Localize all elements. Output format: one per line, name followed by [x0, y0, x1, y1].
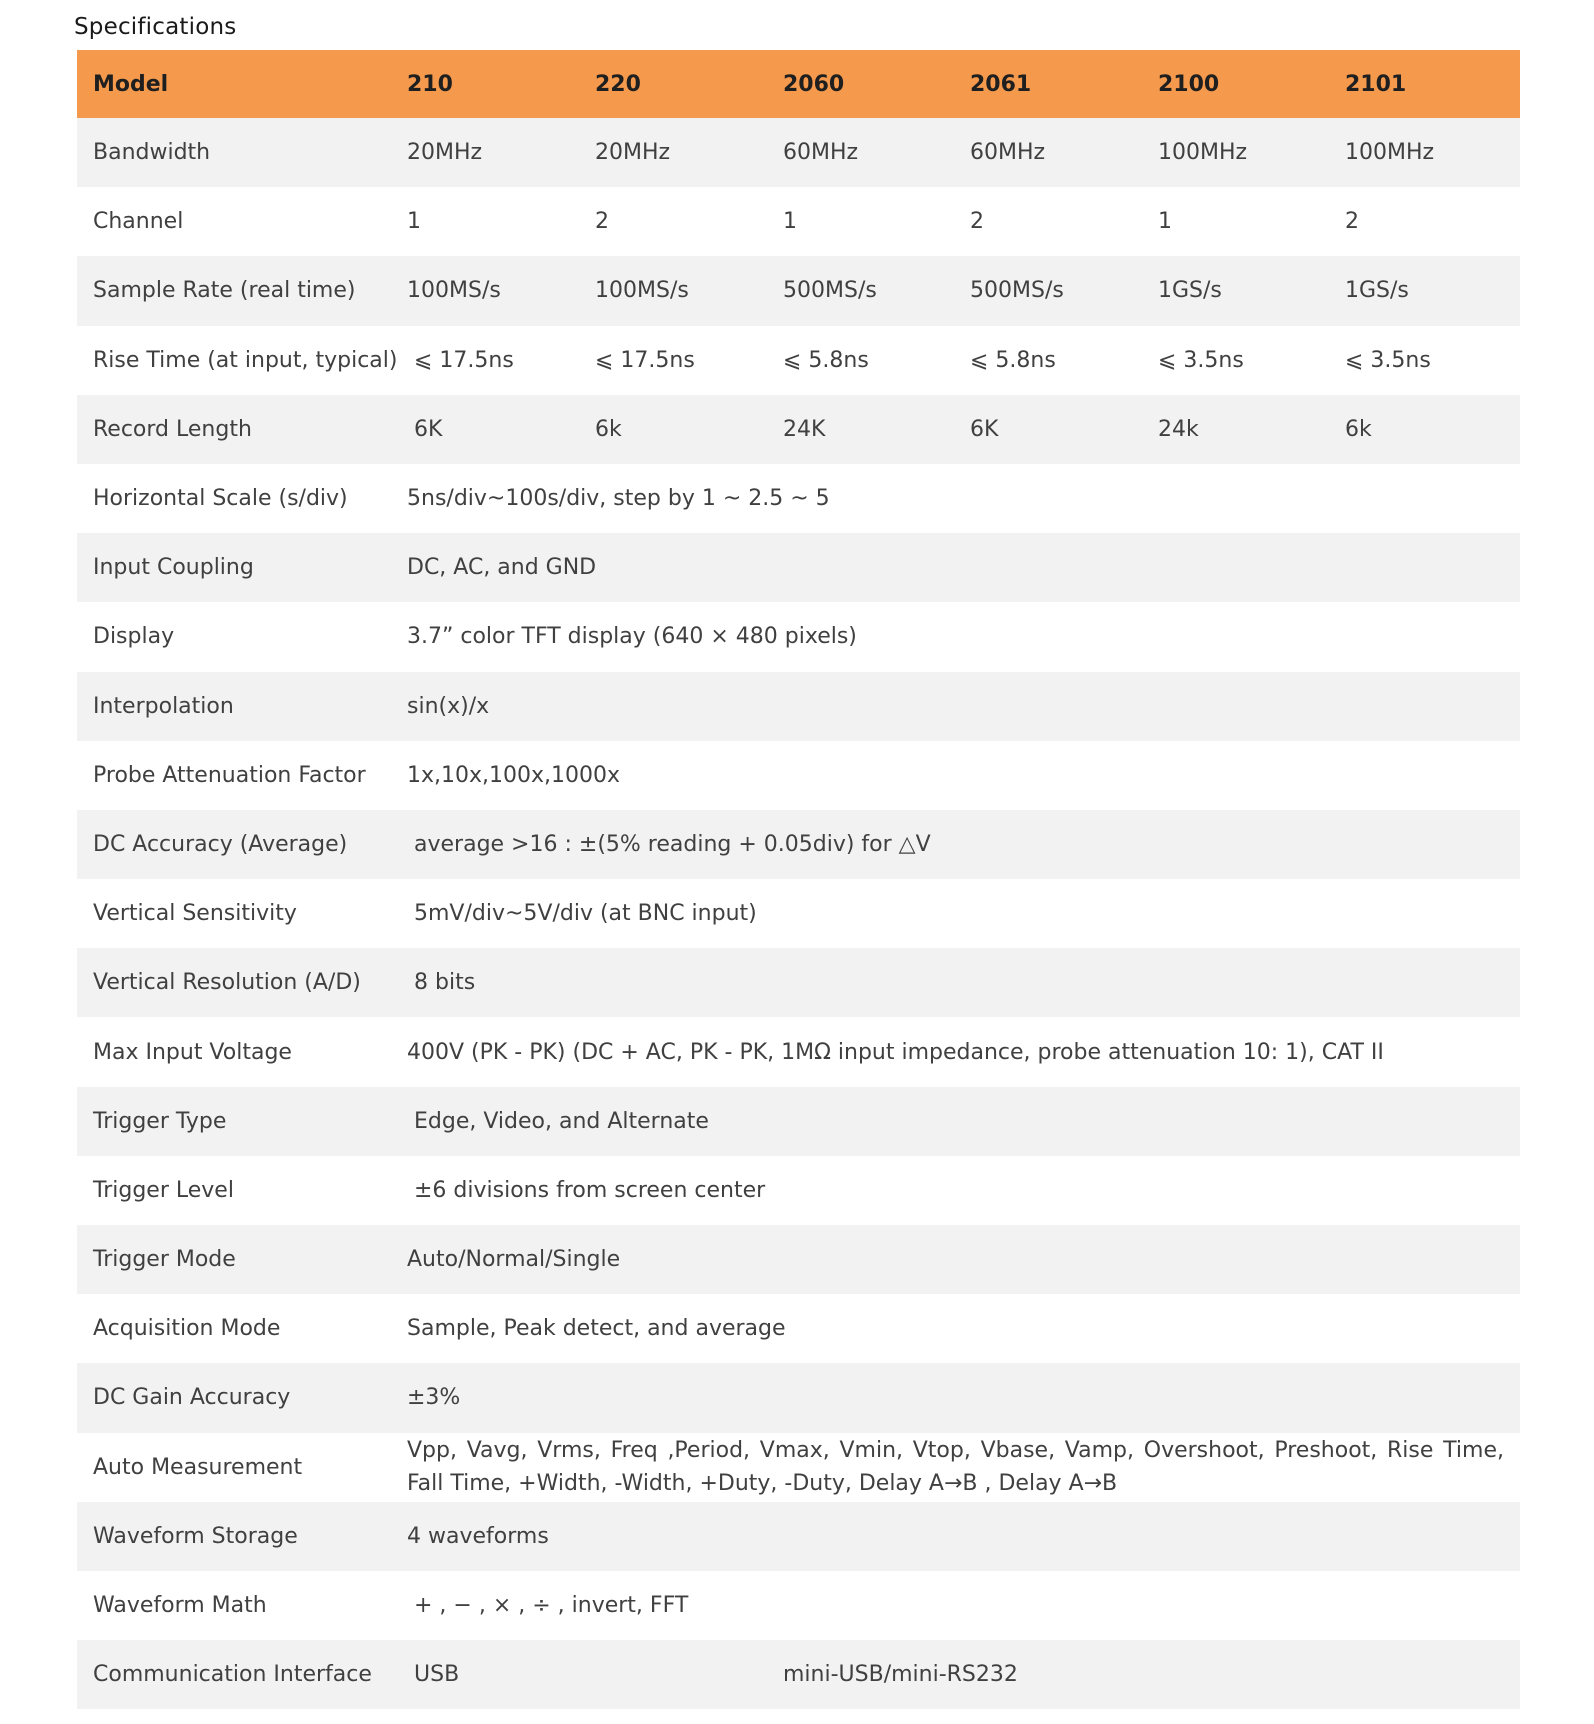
table-cell: 6K [970, 416, 999, 442]
table-cell: Edge, Video, and Alternate [414, 1108, 709, 1134]
table-cell: 5mV/div~5V/div (at BNC input) [414, 901, 757, 927]
table-cell: 8 bits [414, 970, 476, 996]
table-cell: 2 [595, 209, 609, 235]
table-cell: ±6 divisions from screen center [414, 1177, 766, 1203]
table-cell: 100MHz [1158, 140, 1248, 166]
table-cell: 6k [595, 416, 622, 442]
table-cell: 5ns/div~100s/div, step by 1 ~ 2.5 ~ 5 [407, 486, 830, 512]
table-cell: 6k [1345, 416, 1372, 442]
table-row [77, 602, 1520, 671]
table-cell: ⩽ 3.5ns [1158, 347, 1244, 373]
table-cell: 24k [1158, 416, 1199, 442]
table-row [77, 672, 1520, 741]
row-label: Vertical Resolution (A/D) [93, 970, 361, 996]
table-cell: ⩽ 17.5ns [414, 347, 514, 373]
table-cell: + , − , × , ÷ , invert, FFT [414, 1593, 689, 1619]
table-row [77, 1156, 1520, 1225]
table-cell: 4 waveforms [407, 1523, 549, 1549]
specifications-table [77, 50, 1520, 1709]
table-cell: mini-USB/mini-RS232 [783, 1662, 1018, 1688]
row-label: Communication Interface [93, 1662, 372, 1688]
table-cell: sin(x)/x [407, 693, 490, 719]
table-cell: Sample, Peak detect, and average [407, 1316, 786, 1342]
table-row [77, 395, 1520, 464]
table-cell: 1x,10x,100x,1000x [407, 762, 621, 788]
table-cell: 2 [970, 209, 984, 235]
row-label: Max Input Voltage [93, 1039, 292, 1065]
table-cell: average >16 : ±(5% reading + 0.05div) for △V [414, 831, 931, 857]
row-label: Waveform Math [93, 1593, 267, 1619]
table-row [77, 326, 1520, 395]
row-label: Sample Rate (real time) [93, 278, 356, 304]
table-cell: 20MHz [407, 140, 483, 166]
table-cell: 1 [407, 209, 421, 235]
table-cell: 20MHz [595, 140, 671, 166]
table-cell: 100MS/s [407, 278, 501, 304]
row-label: Probe Attenuation Factor [93, 762, 366, 788]
table-cell: 3.7” color TFT display (640 × 480 pixels) [407, 624, 857, 650]
row-label: DC Accuracy (Average) [93, 831, 348, 857]
table-cell: USB [414, 1662, 460, 1688]
table-cell: Vpp, Vavg, Vrms, Freq ,Period, Vmax, Vmin, Vtop, Vbase, Vamp, Overshoot, Preshoot, Rise Time, Fall Time, +Width, -Width, +Duty, -Duty, Delay A→B , Delay A→B [407, 1438, 1504, 1497]
table-cell: ±3% [407, 1385, 461, 1411]
table-header-row [77, 50, 1520, 118]
table-cell: 60MHz [970, 140, 1046, 166]
row-label: Display [93, 624, 175, 650]
header-label: Model [93, 71, 169, 97]
table-row [77, 948, 1520, 1017]
table-cell: 500MS/s [783, 278, 877, 304]
model-2061-header: 2061 [970, 71, 1032, 97]
row-label: Acquisition Mode [93, 1316, 281, 1342]
page-title: Specifications [74, 14, 237, 40]
table-cell: ⩽ 17.5ns [595, 347, 695, 373]
model-2100-header: 2100 [1158, 71, 1220, 97]
row-label: Vertical Sensitivity [93, 901, 297, 927]
table-row [77, 741, 1520, 810]
table-cell: 400V (PK - PK) (DC + AC, PK - PK, 1MΩ input impedance, probe attenuation 10: 1), CAT II [407, 1039, 1384, 1065]
row-label: Interpolation [93, 693, 234, 719]
table-row [77, 1225, 1520, 1294]
table-cell: 1GS/s [1158, 278, 1222, 304]
row-label: Trigger Mode [93, 1247, 236, 1273]
model-220-header: 220 [595, 71, 641, 97]
table-row [77, 810, 1520, 879]
table-cell: 1 [783, 209, 797, 235]
table-row [77, 464, 1520, 533]
row-label: Bandwidth [93, 140, 211, 166]
table-cell: 1 [1158, 209, 1172, 235]
table-cell: 1GS/s [1345, 278, 1409, 304]
table-row [77, 1363, 1520, 1432]
table-row [77, 118, 1520, 187]
table-cell: 60MHz [783, 140, 859, 166]
table-row [77, 1571, 1520, 1640]
table-cell: 6K [414, 416, 443, 442]
row-label: Waveform Storage [93, 1523, 298, 1549]
table-cell: 500MS/s [970, 278, 1064, 304]
table-row [77, 879, 1520, 948]
table-cell: 100MS/s [595, 278, 689, 304]
model-210-header: 210 [407, 71, 453, 97]
row-label: Record Length [93, 416, 252, 442]
model-2101-header: 2101 [1345, 71, 1407, 97]
table-row [77, 1017, 1520, 1086]
table-row [77, 256, 1520, 325]
table-cell: DC, AC, and GND [407, 555, 597, 581]
table-row [77, 1640, 1520, 1709]
table-cell: 24K [783, 416, 826, 442]
table-row [77, 1433, 1520, 1502]
table-cell: Auto/Normal/Single [407, 1247, 621, 1273]
table-cell: 2 [1345, 209, 1359, 235]
row-label: Rise Time (at input, typical) [93, 347, 398, 373]
row-label: DC Gain Accuracy [93, 1385, 291, 1411]
row-label: Auto Measurement [93, 1454, 303, 1480]
model-2060-header: 2060 [783, 71, 845, 97]
table-row [77, 1087, 1520, 1156]
table-row [77, 187, 1520, 256]
table-cell: 100MHz [1345, 140, 1435, 166]
table-row [77, 533, 1520, 602]
row-label: Trigger Level [93, 1177, 234, 1203]
table-cell: ⩽ 5.8ns [970, 347, 1056, 373]
table-cell: ⩽ 3.5ns [1345, 347, 1431, 373]
table-row [77, 1294, 1520, 1363]
row-label: Input Coupling [93, 555, 254, 581]
row-label: Horizontal Scale (s/div) [93, 486, 348, 512]
table-row [77, 1502, 1520, 1571]
row-label: Channel [93, 209, 184, 235]
row-label: Trigger Type [93, 1108, 227, 1134]
table-cell: ⩽ 5.8ns [783, 347, 869, 373]
